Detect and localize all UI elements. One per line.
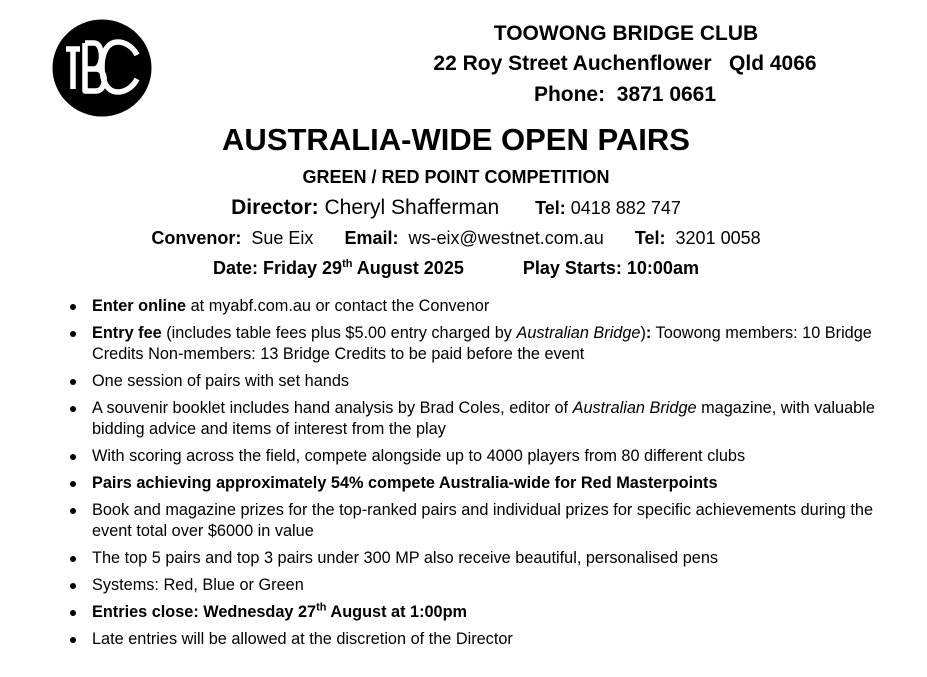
convenor-tel-label: Tel: [634,228,666,248]
date-line [0,258,912,279]
convenor-email: ws-eix@westnet.com.au [408,228,604,248]
logo-text: TBC [147,106,159,113]
list-item: Enter online at myabf.com.au or contact the Convenor [68,296,913,317]
convenor-line [0,228,912,249]
club-phone: Phone: 3871 0661 [533,83,717,106]
club-name: TOOWONG BRIDGE CLUB [493,22,759,45]
club-logo [52,19,159,117]
convenor-tel: 3201 0058 [675,228,761,248]
play-start-time: Play Starts: 10:00am [522,258,699,278]
list-item: Entries close: Wednesday 27th August at 1:00pm [68,602,913,623]
list-item: With scoring across the field, compete alongside up to 4000 players from 80 different clubs [68,446,913,467]
event-details-list [68,296,913,656]
director-tel-label: Tel: [535,198,566,218]
list-item: One session of pairs with set hands [68,371,913,392]
director-line [0,196,912,220]
director-name: Cheryl Shafferman [324,196,500,219]
list-item: Late entries will be allowed at the discretion of the Director [68,629,913,650]
convenor-name: Sue Eix [251,228,314,248]
list-item: Systems: Red, Blue or Green [68,575,913,596]
convenor-label: Convenor: [151,228,242,248]
event-date: Date: Friday 29th August 2025 [213,258,464,278]
event-subtitle: GREEN / RED POINT COMPETITION [302,167,610,187]
director-tel: 0418 882 747 [570,198,681,218]
list-item: The top 5 pairs and top 3 pairs under 300 MP also receive beautiful, personalised pens [68,548,913,569]
director-label: Director: [231,196,319,219]
club-address: 22 Roy Street Auchenflower Qld 4066 [433,52,817,75]
list-item: Book and magazine prizes for the top-ranked pairs and individual prizes for specific achievements during the event total over $6000 in value [68,500,913,542]
list-item: Entry fee (includes table fees plus $5.00 entry charged by Australian Bridge): Toowong members: 10 Bridge Credits Non-members: 13 Bridge Credits to be paid before the event [68,323,913,365]
email-label: Email: [344,228,399,248]
event-title: AUSTRALIA-WIDE OPEN PAIRS [222,122,690,157]
list-item: Pairs achieving approximately 54% compete Australia-wide for Red Masterpoints [68,473,913,494]
list-item: A souvenir booklet includes hand analysis by Brad Coles, editor of Australian Bridge magazine, with valuable bidding advice and items of interest from the play [68,398,913,440]
